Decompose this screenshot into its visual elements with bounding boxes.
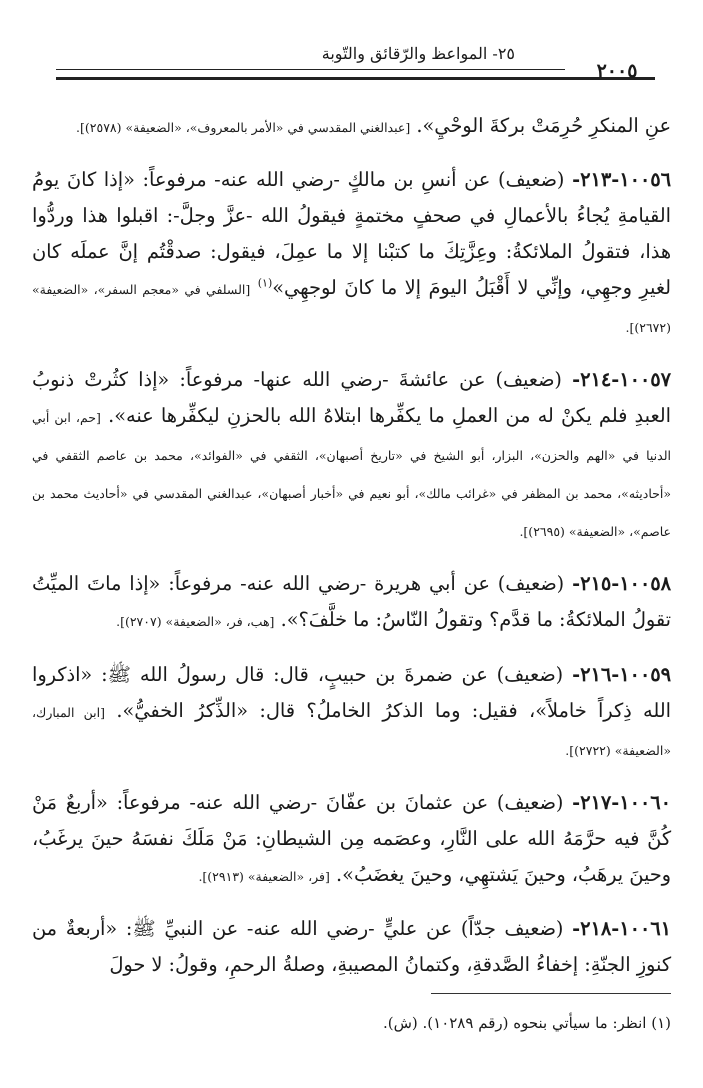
hadith-number: ١٠٠٦١-٢١٨- [572,917,671,941]
hadith-entry [32,785,671,895]
hadith-text: (ضعيف جدّاً) عن عليٍّ -رضي الله عنه- عن النبيِّ ﷺ: «أربعةٌ من كنوزِ الجنّةِ: إخفاءُ الصَّدقةِ، وكتمانُ المصيبةِ، وصلةُ الرحمِ، وقولُ: لا حولَ [32,917,671,977]
hadith-text: (ضعيف) عن عثمانَ بن عفّانَ -رضي الله عنه- مرفوعاً: «أربعٌ مَنْ كُنَّ فيه حرَّمَهُ الله على النَّارِ، وعصَمه مِن الشيطانِ: مَنْ مَلَكَ نفسَهُ حينَ يرغَبُ، وحينَ يرهَبُ، وحينَ يَشتهِي، وحينَ يغضَبُ». [32,791,671,886]
running-header [56,44,655,84]
footnote-divider [431,993,671,994]
hadith-number: ١٠٠٥٧-٢١٤- [572,368,671,392]
hadith-number: ١٠٠٥٨-٢١٥- [572,572,671,596]
hadith-number: ١٠٠٥٩-٢١٦- [572,662,671,686]
hadith-entry [32,108,671,146]
hadith-entry [32,162,671,346]
footnote-ref: (١) [257,276,273,290]
hadith-citation: [فر، «الضعيفة» (٢٩١٣)]. [198,868,330,884]
chapter-title: ٢٥- المواعظ والرّقائق والتّوبة [321,44,515,63]
hadith-citation: [السلفي في «معجم السفر»، «الضعيفة» (٢٦٧٢)]. [32,282,671,336]
hadith-entry [32,566,671,640]
hadith-entry [32,657,671,769]
hadith-text: عنِ المنكرِ حُرِمَتْ بركةَ الوحْيِ». [416,114,671,137]
hadith-citation: [هب، فر، «الضعيفة» (٢٧٠٧)]. [116,614,275,630]
hadith-text: (ضعيف) عن أنسِ بن مالكٍ -رضي الله عنه- مرفوعاً: «إذا كانَ يومُ القيامةِ يُجاءُ بالأعمالِ في صحفٍ مختمةٍ فيقولُ الله -عزَّ وجلَّ-: اقبلوا هذا وردُّوا هذا، فتقولُ الملائكةُ: وعِزَّتِكَ ما كتبْنا إلا ما عمِلَ، فيقول: صدقْتُم إنَّ عملَه كان لغيرِ وجهِي، وإنِّي لا أَقْبَلُ اليومَ إلا ما كانَ لوجهِي» [32,168,671,300]
header-rule-thin [56,69,565,70]
hadith-text: (ضعيف) عن ضمرةَ بن حبيبٍ، قال: قال رسولُ الله ﷺ: «اذكروا الله ذِكراً خاملاً»، فقيل: وما الذكرُ الخاملُ؟ قال: «الذِّكرُ الخفيُّ». [32,662,671,722]
hadith-entry [32,362,671,550]
header-rule-thick [56,77,655,80]
hadith-citation: [حم، ابن أبي الدنيا في «الهم والحزن»، البزار، أبو الشيخ في «تاريخ أصبهان»، الثقفي في «الفوائد»، محمد بن عاصم الثقفي في «أحاديثه»، محمد بن المظفر في «غرائب مالك»، أبو نعيم في «أخبار أصبهان»، عبدالغني المقدسي في «أحاديث محمد بن عاصم»، «الضعيفة» (٢٦٩٥)]. [32,410,671,540]
page-number: ٢٠٠٥ [596,60,638,82]
hadith-text: (ضعيف) عن أبي هريرة -رضي الله عنه- مرفوعاً: «إذا ماتَ الميِّتُ تقولُ الملائكةُ: ما قدَّم؟ وتقولُ النّاسُ: ما خلَّفَ؟». [32,572,671,632]
hadith-entry [32,911,671,983]
hadith-number: ١٠٠٥٦-٢١٣- [572,168,671,192]
hadith-citation: [ابن المبارك، «الضعيفة» (٢٧٢٢)]. [32,704,671,758]
hadith-citation: [عبدالغني المقدسي في «الأمر بالمعروف»، «الضعيفة» (٢٥٧٨)]. [76,120,411,135]
hadith-number: ١٠٠٦٠-٢١٧- [572,791,671,814]
hadith-text: (ضعيف) عن عائشةَ -رضي الله عنها- مرفوعاً: «إذا كثُرتْ ذنوبُ العبدِ فلم يكنْ له من العملِ ما يكفِّرها ابتلاهُ الله بالحزنِ ليكفِّرها عنه». [32,368,671,428]
page-body [32,108,671,983]
footnote: (١) انظر: ما سيأتي بنحوه (رقم ١٠٢٨٩). (ش). [382,1014,671,1032]
